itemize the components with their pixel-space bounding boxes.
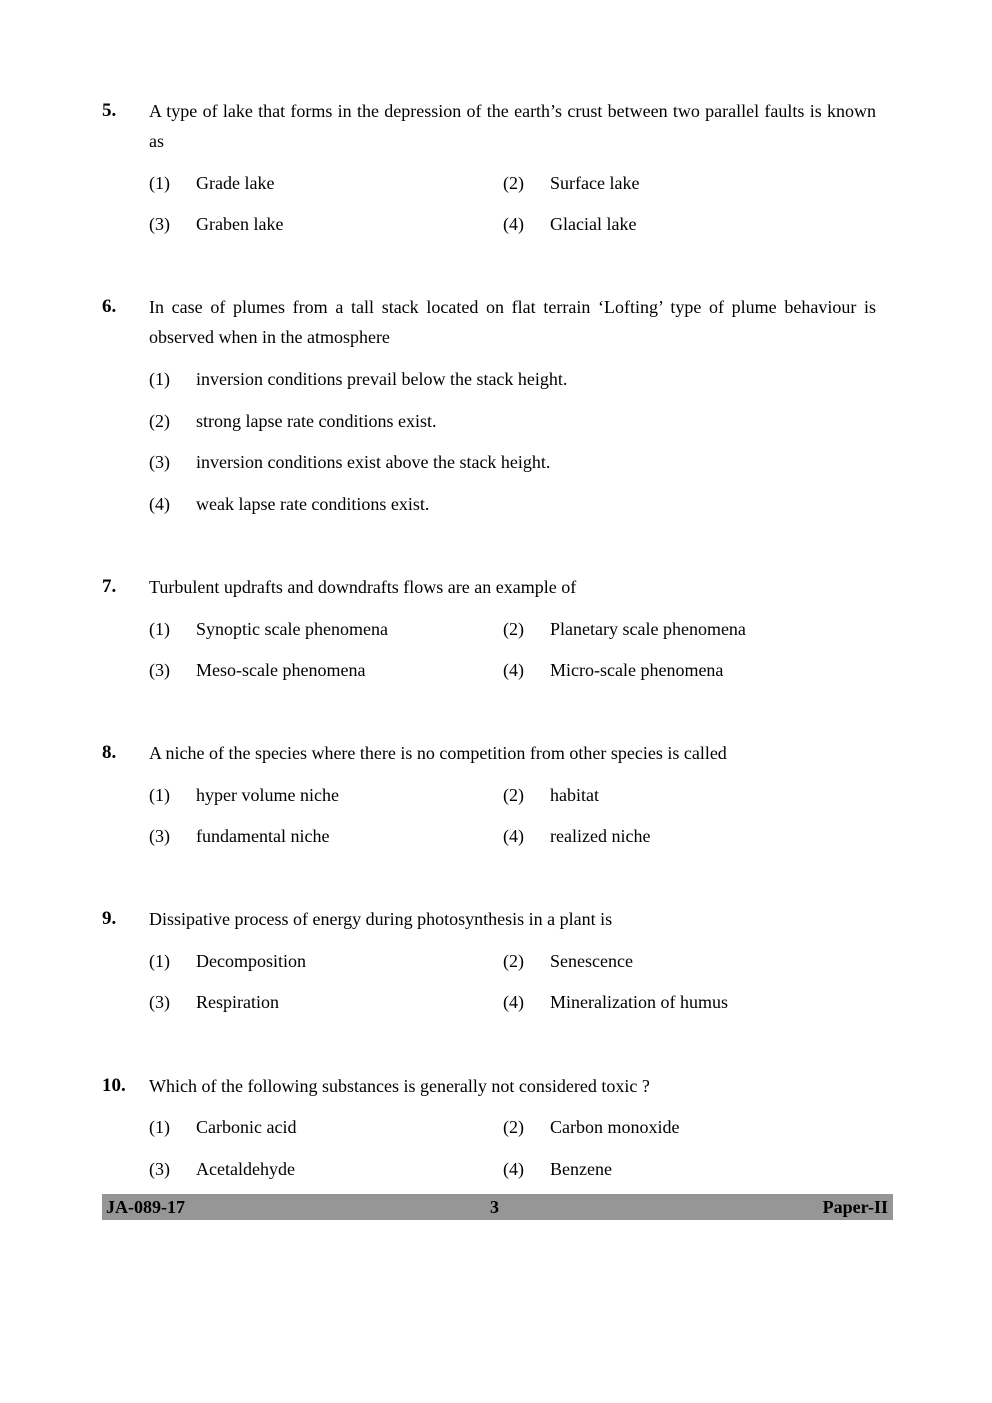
option-number: (4) bbox=[503, 214, 524, 234]
option-number: (2) bbox=[503, 619, 524, 639]
option-text: Meso-scale phenomena bbox=[196, 660, 366, 680]
option-text: Graben lake bbox=[196, 214, 284, 234]
option-number: (4) bbox=[503, 660, 524, 680]
option-text: Benzene bbox=[550, 1159, 612, 1179]
option-text: Acetaldehyde bbox=[196, 1159, 295, 1179]
option-number: (1) bbox=[149, 369, 170, 389]
paper-label: Paper-II bbox=[822, 1197, 888, 1217]
option-text: Respiration bbox=[196, 992, 279, 1012]
option-number: (2) bbox=[149, 411, 170, 431]
option-number: (1) bbox=[149, 785, 170, 805]
question-number: 8. bbox=[102, 742, 117, 763]
question-number: 6. bbox=[102, 296, 117, 317]
option-text: Synoptic scale phenomena bbox=[196, 619, 388, 639]
option-number: (4) bbox=[503, 826, 524, 846]
option-text: Planetary scale phenomena bbox=[550, 619, 746, 639]
option-number: (2) bbox=[503, 785, 524, 805]
option-text: habitat bbox=[550, 785, 599, 805]
question-text: Which of the following substances is generally not considered toxic ? bbox=[149, 1076, 650, 1096]
option-text: inversion conditions prevail below the stack height. bbox=[196, 369, 568, 389]
option-number: (4) bbox=[503, 992, 524, 1012]
option-number: (3) bbox=[149, 452, 170, 472]
question-number: 10. bbox=[102, 1075, 126, 1096]
question-number: 9. bbox=[102, 908, 117, 929]
paper-code: JA-089-17 bbox=[106, 1197, 185, 1217]
question-number: 7. bbox=[102, 576, 117, 597]
option-text: hyper volume niche bbox=[196, 785, 339, 805]
option-text: Mineralization of humus bbox=[550, 992, 728, 1012]
page-footer bbox=[102, 1194, 893, 1220]
question-text: A type of lake that forms in the depression of the earth’s crust between two parallel faults is known as bbox=[149, 101, 876, 151]
option-number: (2) bbox=[503, 951, 524, 971]
option-number: (4) bbox=[503, 1159, 524, 1179]
option-text: Decomposition bbox=[196, 951, 306, 971]
option-number: (1) bbox=[149, 951, 170, 971]
option-text: Surface lake bbox=[550, 173, 640, 193]
option-text: Carbon monoxide bbox=[550, 1117, 680, 1137]
question-text: Dissipative process of energy during photosynthesis in a plant is bbox=[149, 909, 613, 929]
option-text: Carbonic acid bbox=[196, 1117, 297, 1137]
question-text: A niche of the species where there is no competition from other species is called bbox=[149, 743, 727, 763]
option-number: (3) bbox=[149, 826, 170, 846]
option-number: (3) bbox=[149, 1159, 170, 1179]
option-number: (4) bbox=[149, 494, 170, 514]
question-number: 5. bbox=[102, 100, 117, 121]
option-number: (2) bbox=[503, 173, 524, 193]
option-number: (2) bbox=[503, 1117, 524, 1137]
option-text: realized niche bbox=[550, 826, 651, 846]
question-text: In case of plumes from a tall stack located on flat terrain ‘Lofting’ type of plume behaviour is observed when in the atmosphere bbox=[149, 297, 876, 347]
page-number: 3 bbox=[490, 1197, 499, 1217]
option-number: (1) bbox=[149, 1117, 170, 1137]
option-text: weak lapse rate conditions exist. bbox=[196, 494, 430, 514]
option-text: Senescence bbox=[550, 951, 633, 971]
question-text: Turbulent updrafts and downdrafts flows are an example of bbox=[149, 577, 577, 597]
option-text: strong lapse rate conditions exist. bbox=[196, 411, 437, 431]
option-number: (1) bbox=[149, 619, 170, 639]
option-text: Micro-scale phenomena bbox=[550, 660, 724, 680]
option-text: Grade lake bbox=[196, 173, 275, 193]
option-text: fundamental niche bbox=[196, 826, 330, 846]
option-text: inversion conditions exist above the stack height. bbox=[196, 452, 551, 472]
option-text: Glacial lake bbox=[550, 214, 637, 234]
option-number: (3) bbox=[149, 660, 170, 680]
option-number: (1) bbox=[149, 173, 170, 193]
option-number: (3) bbox=[149, 992, 170, 1012]
option-number: (3) bbox=[149, 214, 170, 234]
